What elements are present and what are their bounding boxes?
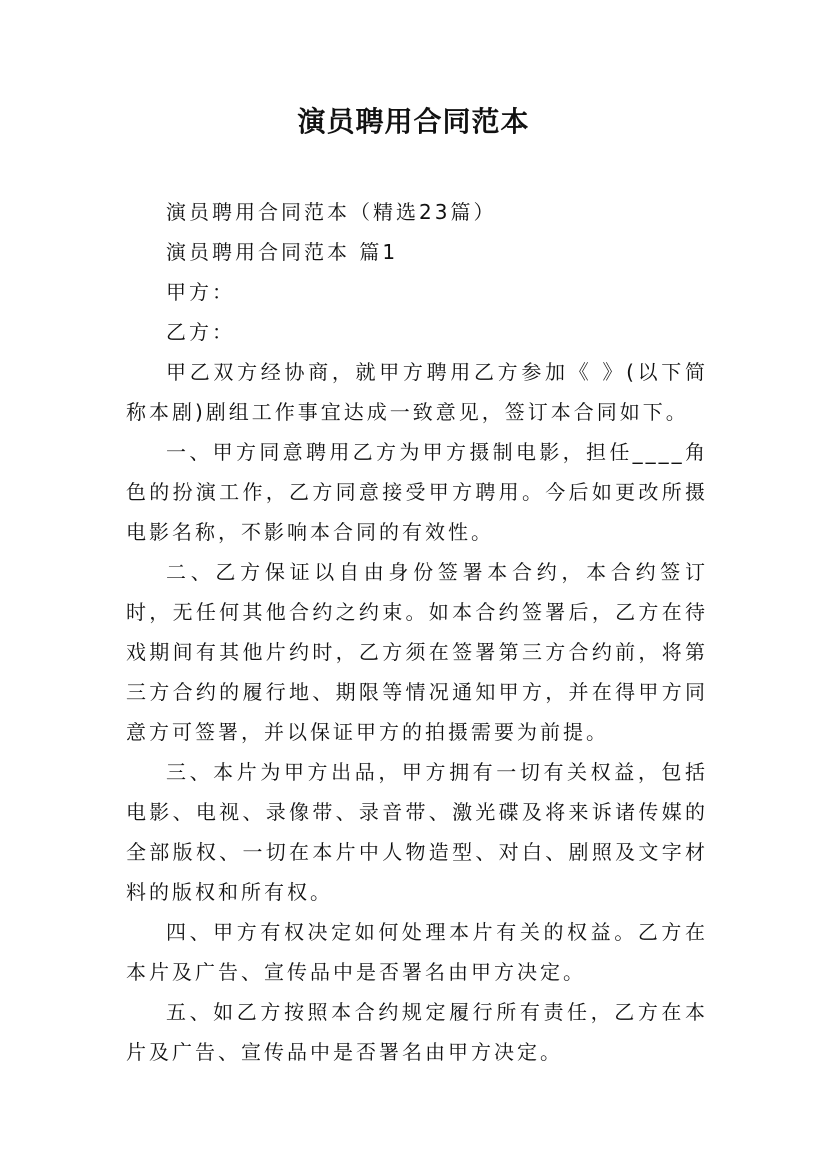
document-title: 演员聘用合同范本	[297, 105, 530, 138]
paragraph-party-a: 甲方：	[166, 280, 235, 304]
paragraph-intro: 甲乙双方经协商，就甲方聘用乙方参加《 》(以下简称本剧)剧组工作事宜达成一致意见，签订本合同如下。	[126, 360, 708, 424]
paragraph-clause-4: 四、甲方有权决定如何处理本片有关的权益。乙方在本片及广告、宣传品中是否署名由甲方决定。	[126, 920, 708, 984]
paragraph-party-b: 乙方：	[166, 320, 235, 344]
document-body	[126, 192, 708, 1072]
paragraph-clause-2: 二、乙方保证以自由身份签署本合约，本合约签订时，无任何其他合约之约束。如本合约签署后，乙方在待戏期间有其他片约时，乙方须在签署第三方合约前，将第三方合约的履行地、期限等情况通知甲方，并在得甲方同意方可签署，并以保证甲方的拍摄需要为前提。	[126, 560, 708, 744]
paragraph-clause-1: 一、甲方同意聘用乙方为甲方摄制电影，担任____角色的扮演工作，乙方同意接受甲方聘用。今后如更改所摄电影名称，不影响本合同的有效性。	[126, 440, 708, 544]
paragraph-clause-3: 三、本片为甲方出品，甲方拥有一切有关权益，包括电影、电视、录像带、录音带、激光碟及将来诉诸传媒的全部版权、一切在本片中人物造型、对白、剧照及文字材料的版权和所有权。	[126, 760, 708, 904]
paragraph-clause-5: 五、如乙方按照本合约规定履行所有责任，乙方在本片及广告、宣传品中是否署名由甲方决定。	[126, 1000, 708, 1064]
paragraph-section-heading: 演员聘用合同范本 篇1	[166, 240, 399, 264]
paragraph-subtitle: 演员聘用合同范本（精选23篇）	[166, 200, 497, 224]
